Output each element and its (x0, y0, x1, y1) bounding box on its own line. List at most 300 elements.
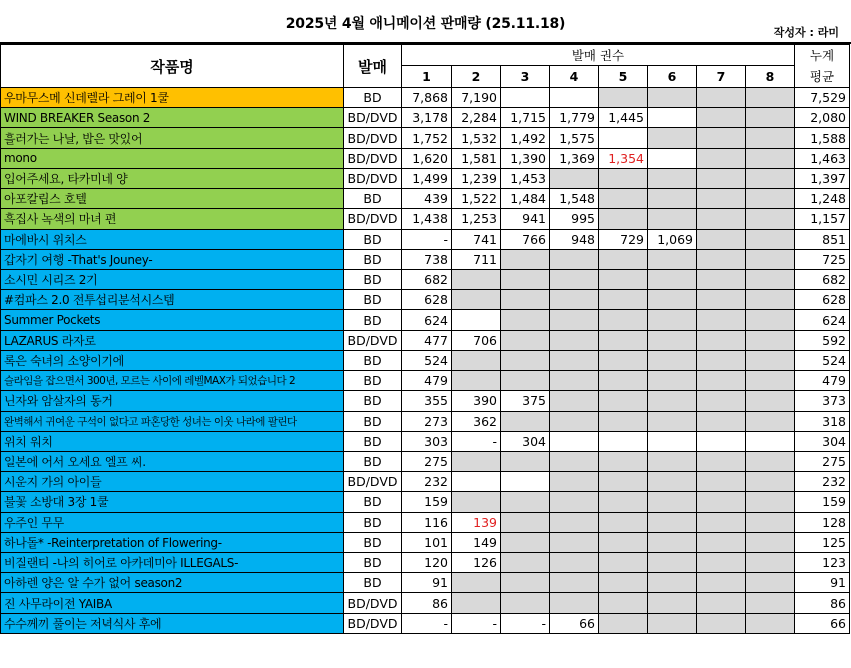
row-title[interactable]: 소시민 시리즈 2기 (1, 269, 344, 289)
row-volume-6[interactable] (648, 371, 697, 391)
row-volume-6[interactable] (648, 593, 697, 613)
row-average[interactable]: 125 (795, 532, 850, 552)
row-volume-2[interactable]: 741 (452, 229, 501, 249)
table-row[interactable] (1, 553, 850, 573)
row-average[interactable]: 592 (795, 330, 850, 350)
row-volume-3[interactable] (501, 573, 550, 593)
row-volume-2[interactable] (452, 492, 501, 512)
table-row[interactable] (1, 290, 850, 310)
row-volume-1[interactable]: 159 (402, 492, 452, 512)
row-volume-3[interactable] (501, 310, 550, 330)
row-volume-2[interactable]: 139 (452, 512, 501, 532)
row-volume-1[interactable]: 477 (402, 330, 452, 350)
row-average[interactable]: 1,588 (795, 128, 850, 148)
row-volume-2[interactable] (452, 269, 501, 289)
row-volume-7[interactable] (697, 593, 746, 613)
row-release-type[interactable]: BD (344, 492, 402, 512)
table-row[interactable] (1, 229, 850, 249)
row-average[interactable]: 91 (795, 573, 850, 593)
table-row[interactable] (1, 209, 850, 229)
row-volume-6[interactable] (648, 209, 697, 229)
row-volume-3[interactable] (501, 472, 550, 492)
row-volume-7[interactable] (697, 512, 746, 532)
row-volume-1[interactable]: 120 (402, 553, 452, 573)
row-volume-5[interactable]: 1,354 (599, 148, 648, 168)
row-volume-6[interactable] (648, 411, 697, 431)
row-volume-7[interactable] (697, 128, 746, 148)
row-average[interactable]: 318 (795, 411, 850, 431)
row-volume-5[interactable] (599, 553, 648, 573)
row-volume-8[interactable] (746, 553, 795, 573)
row-volume-4[interactable]: 1,779 (550, 108, 599, 128)
row-volume-4[interactable]: 1,548 (550, 189, 599, 209)
row-title[interactable]: WIND BREAKER Season 2 (1, 108, 344, 128)
row-volume-5[interactable] (599, 593, 648, 613)
row-release-type[interactable]: BD (344, 269, 402, 289)
row-release-type[interactable]: BD (344, 189, 402, 209)
row-volume-7[interactable] (697, 613, 746, 633)
row-volume-8[interactable] (746, 350, 795, 370)
row-average[interactable]: 628 (795, 290, 850, 310)
row-volume-4[interactable]: 1,369 (550, 148, 599, 168)
row-volume-4[interactable] (550, 532, 599, 552)
row-volume-8[interactable] (746, 512, 795, 532)
row-volume-6[interactable] (648, 310, 697, 330)
row-volume-7[interactable] (697, 532, 746, 552)
row-volume-2[interactable]: 711 (452, 249, 501, 269)
row-volume-1[interactable]: 232 (402, 472, 452, 492)
row-average[interactable]: 275 (795, 451, 850, 471)
row-title[interactable]: 슬라임을 잡으면서 300년, 모르는 사이에 레벨MAX가 되었습니다 2 (1, 371, 344, 391)
row-volume-3[interactable]: 766 (501, 229, 550, 249)
row-volume-4[interactable] (550, 168, 599, 188)
row-volume-1[interactable]: 479 (402, 371, 452, 391)
row-volume-7[interactable] (697, 391, 746, 411)
table-row[interactable] (1, 492, 850, 512)
row-title[interactable]: 진 사무라이전 YAIBA (1, 593, 344, 613)
row-volume-6[interactable] (648, 88, 697, 108)
row-volume-8[interactable] (746, 431, 795, 451)
row-volume-4[interactable] (550, 553, 599, 573)
row-volume-3[interactable]: 375 (501, 391, 550, 411)
row-volume-5[interactable] (599, 451, 648, 471)
row-volume-2[interactable]: 362 (452, 411, 501, 431)
row-average[interactable]: 86 (795, 593, 850, 613)
table-row[interactable] (1, 88, 850, 108)
row-volume-3[interactable]: 304 (501, 431, 550, 451)
row-average[interactable]: 1,463 (795, 148, 850, 168)
row-volume-4[interactable] (550, 269, 599, 289)
row-volume-4[interactable] (550, 290, 599, 310)
row-volume-8[interactable] (746, 189, 795, 209)
row-volume-4[interactable] (550, 330, 599, 350)
row-volume-6[interactable] (648, 330, 697, 350)
row-volume-3[interactable] (501, 593, 550, 613)
row-volume-1[interactable]: 738 (402, 249, 452, 269)
row-volume-8[interactable] (746, 492, 795, 512)
row-average[interactable]: 304 (795, 431, 850, 451)
row-volume-7[interactable] (697, 310, 746, 330)
row-volume-5[interactable] (599, 168, 648, 188)
row-volume-3[interactable] (501, 411, 550, 431)
row-volume-3[interactable]: 1,715 (501, 108, 550, 128)
row-volume-4[interactable] (550, 88, 599, 108)
row-volume-3[interactable] (501, 350, 550, 370)
row-volume-6[interactable] (648, 451, 697, 471)
row-volume-1[interactable]: 116 (402, 512, 452, 532)
row-volume-5[interactable] (599, 431, 648, 451)
row-average[interactable]: 1,397 (795, 168, 850, 188)
row-release-type[interactable]: BD/DVD (344, 128, 402, 148)
table-row[interactable] (1, 512, 850, 532)
row-volume-8[interactable] (746, 613, 795, 633)
row-volume-3[interactable] (501, 371, 550, 391)
row-volume-3[interactable] (501, 451, 550, 471)
row-volume-7[interactable] (697, 553, 746, 573)
table-row[interactable] (1, 411, 850, 431)
row-volume-8[interactable] (746, 532, 795, 552)
row-volume-7[interactable] (697, 249, 746, 269)
row-title[interactable]: 완벽해서 귀여운 구석이 없다고 파혼당한 성녀는 이웃 나라에 팔린다 (1, 411, 344, 431)
row-volume-8[interactable] (746, 269, 795, 289)
row-volume-1[interactable]: 303 (402, 431, 452, 451)
row-volume-5[interactable] (599, 512, 648, 532)
row-volume-2[interactable]: 390 (452, 391, 501, 411)
row-volume-1[interactable]: 355 (402, 391, 452, 411)
row-volume-6[interactable] (648, 431, 697, 451)
row-volume-4[interactable] (550, 451, 599, 471)
row-volume-3[interactable] (501, 492, 550, 512)
row-volume-7[interactable] (697, 350, 746, 370)
row-volume-2[interactable] (452, 451, 501, 471)
row-volume-5[interactable] (599, 88, 648, 108)
row-average[interactable]: 479 (795, 371, 850, 391)
row-volume-7[interactable] (697, 148, 746, 168)
row-volume-2[interactable]: 2,284 (452, 108, 501, 128)
row-volume-4[interactable] (550, 371, 599, 391)
row-volume-7[interactable] (697, 371, 746, 391)
row-volume-6[interactable] (648, 613, 697, 633)
row-volume-1[interactable]: 1,752 (402, 128, 452, 148)
table-row[interactable] (1, 148, 850, 168)
row-volume-1[interactable]: 628 (402, 290, 452, 310)
row-volume-6[interactable] (648, 573, 697, 593)
row-volume-8[interactable] (746, 411, 795, 431)
row-volume-2[interactable]: 126 (452, 553, 501, 573)
row-volume-2[interactable] (452, 472, 501, 492)
row-volume-2[interactable]: 1,532 (452, 128, 501, 148)
row-volume-3[interactable] (501, 269, 550, 289)
row-title[interactable]: LAZARUS 라자로 (1, 330, 344, 350)
row-volume-2[interactable] (452, 593, 501, 613)
row-volume-8[interactable] (746, 229, 795, 249)
row-volume-5[interactable] (599, 128, 648, 148)
row-volume-8[interactable] (746, 573, 795, 593)
row-release-type[interactable]: BD/DVD (344, 593, 402, 613)
row-volume-6[interactable] (648, 553, 697, 573)
row-title[interactable]: 흘러가는 나날, 밥은 맛있어 (1, 128, 344, 148)
row-volume-1[interactable]: - (402, 229, 452, 249)
row-volume-8[interactable] (746, 330, 795, 350)
row-volume-2[interactable]: 1,239 (452, 168, 501, 188)
row-volume-3[interactable]: 941 (501, 209, 550, 229)
row-volume-6[interactable] (648, 128, 697, 148)
row-volume-5[interactable] (599, 330, 648, 350)
row-title[interactable]: 아포칼립스 호텔 (1, 189, 344, 209)
row-volume-2[interactable]: - (452, 431, 501, 451)
row-release-type[interactable]: BD (344, 350, 402, 370)
table-row[interactable] (1, 249, 850, 269)
row-volume-2[interactable]: - (452, 613, 501, 633)
row-volume-6[interactable] (648, 168, 697, 188)
row-volume-7[interactable] (697, 108, 746, 128)
row-title[interactable]: #컴파스 2.0 전투섭리분석시스템 (1, 290, 344, 310)
row-volume-2[interactable] (452, 310, 501, 330)
row-title[interactable]: 위치 워치 (1, 431, 344, 451)
row-volume-4[interactable] (550, 249, 599, 269)
row-volume-6[interactable] (648, 492, 697, 512)
row-volume-6[interactable] (648, 189, 697, 209)
table-row[interactable] (1, 371, 850, 391)
row-volume-8[interactable] (746, 593, 795, 613)
row-volume-7[interactable] (697, 472, 746, 492)
row-volume-2[interactable]: 1,581 (452, 148, 501, 168)
row-volume-1[interactable]: - (402, 613, 452, 633)
row-volume-3[interactable]: 1,484 (501, 189, 550, 209)
table-row[interactable] (1, 472, 850, 492)
row-volume-4[interactable]: 1,575 (550, 128, 599, 148)
row-volume-5[interactable] (599, 573, 648, 593)
row-volume-7[interactable] (697, 431, 746, 451)
row-release-type[interactable]: BD (344, 532, 402, 552)
row-volume-3[interactable] (501, 249, 550, 269)
row-volume-6[interactable] (648, 532, 697, 552)
row-release-type[interactable]: BD (344, 391, 402, 411)
row-volume-1[interactable]: 3,178 (402, 108, 452, 128)
table-row[interactable] (1, 269, 850, 289)
row-volume-4[interactable] (550, 573, 599, 593)
row-volume-8[interactable] (746, 209, 795, 229)
row-volume-5[interactable] (599, 532, 648, 552)
row-release-type[interactable]: BD/DVD (344, 209, 402, 229)
row-volume-7[interactable] (697, 229, 746, 249)
row-volume-3[interactable] (501, 330, 550, 350)
row-title[interactable]: 갑자기 여행 -That's Jouney- (1, 249, 344, 269)
row-volume-2[interactable] (452, 290, 501, 310)
row-volume-7[interactable] (697, 330, 746, 350)
row-volume-5[interactable] (599, 371, 648, 391)
row-release-type[interactable]: BD/DVD (344, 148, 402, 168)
row-release-type[interactable]: BD (344, 431, 402, 451)
row-volume-1[interactable]: 439 (402, 189, 452, 209)
row-volume-5[interactable]: 729 (599, 229, 648, 249)
row-release-type[interactable]: BD/DVD (344, 168, 402, 188)
row-volume-6[interactable] (648, 108, 697, 128)
row-release-type[interactable]: BD (344, 249, 402, 269)
row-volume-8[interactable] (746, 371, 795, 391)
row-title[interactable]: 우마무스메 신데렐라 그레이 1쿨 (1, 88, 344, 108)
row-volume-4[interactable] (550, 512, 599, 532)
row-volume-4[interactable]: 948 (550, 229, 599, 249)
row-volume-4[interactable] (550, 350, 599, 370)
row-volume-6[interactable] (648, 269, 697, 289)
table-row[interactable] (1, 189, 850, 209)
table-row[interactable] (1, 431, 850, 451)
row-volume-1[interactable]: 624 (402, 310, 452, 330)
row-average[interactable]: 624 (795, 310, 850, 330)
row-volume-8[interactable] (746, 290, 795, 310)
row-volume-1[interactable]: 7,868 (402, 88, 452, 108)
row-volume-6[interactable] (648, 472, 697, 492)
row-average[interactable]: 851 (795, 229, 850, 249)
row-volume-5[interactable] (599, 290, 648, 310)
row-volume-1[interactable]: 1,620 (402, 148, 452, 168)
table-row[interactable] (1, 573, 850, 593)
row-volume-3[interactable] (501, 512, 550, 532)
table-row[interactable] (1, 350, 850, 370)
row-volume-1[interactable]: 1,438 (402, 209, 452, 229)
table-row[interactable] (1, 310, 850, 330)
row-volume-6[interactable] (648, 148, 697, 168)
table-row[interactable] (1, 451, 850, 471)
table-row[interactable] (1, 613, 850, 633)
row-average[interactable]: 1,248 (795, 189, 850, 209)
row-title[interactable]: 비질랜티 -나의 히어로 아카데미아 ILLEGALS- (1, 553, 344, 573)
row-release-type[interactable]: BD/DVD (344, 108, 402, 128)
row-title[interactable]: 시운지 가의 아이들 (1, 472, 344, 492)
row-volume-7[interactable] (697, 88, 746, 108)
row-title[interactable]: 수수께끼 풀이는 저녁식사 후에 (1, 613, 344, 633)
row-volume-6[interactable] (648, 290, 697, 310)
row-volume-7[interactable] (697, 492, 746, 512)
table-row[interactable] (1, 532, 850, 552)
row-volume-4[interactable] (550, 492, 599, 512)
row-volume-5[interactable] (599, 209, 648, 229)
row-volume-7[interactable] (697, 209, 746, 229)
row-volume-4[interactable]: 66 (550, 613, 599, 633)
row-volume-2[interactable]: 7,190 (452, 88, 501, 108)
row-release-type[interactable]: BD (344, 451, 402, 471)
row-volume-8[interactable] (746, 472, 795, 492)
row-volume-4[interactable]: 995 (550, 209, 599, 229)
table-row[interactable] (1, 128, 850, 148)
row-volume-5[interactable] (599, 613, 648, 633)
row-title[interactable]: 록은 숙녀의 소양이기에 (1, 350, 344, 370)
table-row[interactable] (1, 168, 850, 188)
row-release-type[interactable]: BD (344, 88, 402, 108)
row-volume-7[interactable] (697, 290, 746, 310)
row-title[interactable]: 아하렌 양은 알 수가 없어 season2 (1, 573, 344, 593)
row-release-type[interactable]: BD/DVD (344, 330, 402, 350)
row-volume-6[interactable] (648, 350, 697, 370)
row-release-type[interactable]: BD (344, 290, 402, 310)
row-volume-1[interactable]: 273 (402, 411, 452, 431)
row-volume-8[interactable] (746, 451, 795, 471)
row-title[interactable]: 닌자와 암살자의 동거 (1, 391, 344, 411)
row-volume-6[interactable]: 1,069 (648, 229, 697, 249)
row-volume-1[interactable]: 91 (402, 573, 452, 593)
table-row[interactable] (1, 330, 850, 350)
row-volume-8[interactable] (746, 168, 795, 188)
row-volume-1[interactable]: 86 (402, 593, 452, 613)
row-volume-7[interactable] (697, 573, 746, 593)
row-volume-4[interactable] (550, 472, 599, 492)
row-volume-8[interactable] (746, 310, 795, 330)
row-average[interactable]: 232 (795, 472, 850, 492)
row-volume-6[interactable] (648, 391, 697, 411)
row-volume-2[interactable] (452, 350, 501, 370)
row-volume-1[interactable]: 682 (402, 269, 452, 289)
row-volume-3[interactable] (501, 553, 550, 573)
row-volume-6[interactable] (648, 249, 697, 269)
row-volume-5[interactable] (599, 472, 648, 492)
row-volume-3[interactable]: - (501, 613, 550, 633)
row-average[interactable]: 128 (795, 512, 850, 532)
row-volume-7[interactable] (697, 269, 746, 289)
row-volume-8[interactable] (746, 108, 795, 128)
row-volume-1[interactable]: 275 (402, 451, 452, 471)
table-row[interactable] (1, 391, 850, 411)
row-volume-2[interactable] (452, 371, 501, 391)
row-volume-7[interactable] (697, 189, 746, 209)
row-release-type[interactable]: BD (344, 411, 402, 431)
row-title[interactable]: 하나돌* -Reinterpretation of Flowering- (1, 532, 344, 552)
row-volume-1[interactable]: 101 (402, 532, 452, 552)
row-release-type[interactable]: BD (344, 512, 402, 532)
row-volume-8[interactable] (746, 391, 795, 411)
row-volume-4[interactable] (550, 310, 599, 330)
row-volume-1[interactable]: 524 (402, 350, 452, 370)
row-release-type[interactable]: BD (344, 371, 402, 391)
row-volume-5[interactable]: 1,445 (599, 108, 648, 128)
row-volume-2[interactable]: 706 (452, 330, 501, 350)
row-volume-4[interactable] (550, 593, 599, 613)
row-volume-3[interactable]: 1,492 (501, 128, 550, 148)
row-title[interactable]: 흑집사 녹색의 마녀 편 (1, 209, 344, 229)
row-volume-5[interactable] (599, 189, 648, 209)
row-volume-3[interactable] (501, 290, 550, 310)
row-volume-4[interactable] (550, 411, 599, 431)
row-volume-2[interactable]: 149 (452, 532, 501, 552)
row-average[interactable]: 7,529 (795, 88, 850, 108)
row-average[interactable]: 682 (795, 269, 850, 289)
row-volume-2[interactable]: 1,522 (452, 189, 501, 209)
row-volume-5[interactable] (599, 249, 648, 269)
table-row[interactable] (1, 108, 850, 128)
row-volume-3[interactable] (501, 88, 550, 108)
row-title[interactable]: 마에바시 위치스 (1, 229, 344, 249)
row-volume-5[interactable] (599, 310, 648, 330)
row-average[interactable]: 159 (795, 492, 850, 512)
row-volume-5[interactable] (599, 350, 648, 370)
row-volume-8[interactable] (746, 88, 795, 108)
row-volume-7[interactable] (697, 168, 746, 188)
row-volume-8[interactable] (746, 128, 795, 148)
row-volume-2[interactable] (452, 573, 501, 593)
row-average[interactable]: 123 (795, 553, 850, 573)
row-release-type[interactable]: BD (344, 310, 402, 330)
row-average[interactable]: 373 (795, 391, 850, 411)
row-volume-5[interactable] (599, 391, 648, 411)
row-release-type[interactable]: BD/DVD (344, 472, 402, 492)
row-volume-5[interactable] (599, 411, 648, 431)
row-release-type[interactable]: BD (344, 553, 402, 573)
table-row[interactable] (1, 593, 850, 613)
row-title[interactable]: 불꽃 소방대 3장 1쿨 (1, 492, 344, 512)
row-average[interactable]: 2,080 (795, 108, 850, 128)
row-title[interactable]: mono (1, 148, 344, 168)
row-volume-3[interactable] (501, 532, 550, 552)
